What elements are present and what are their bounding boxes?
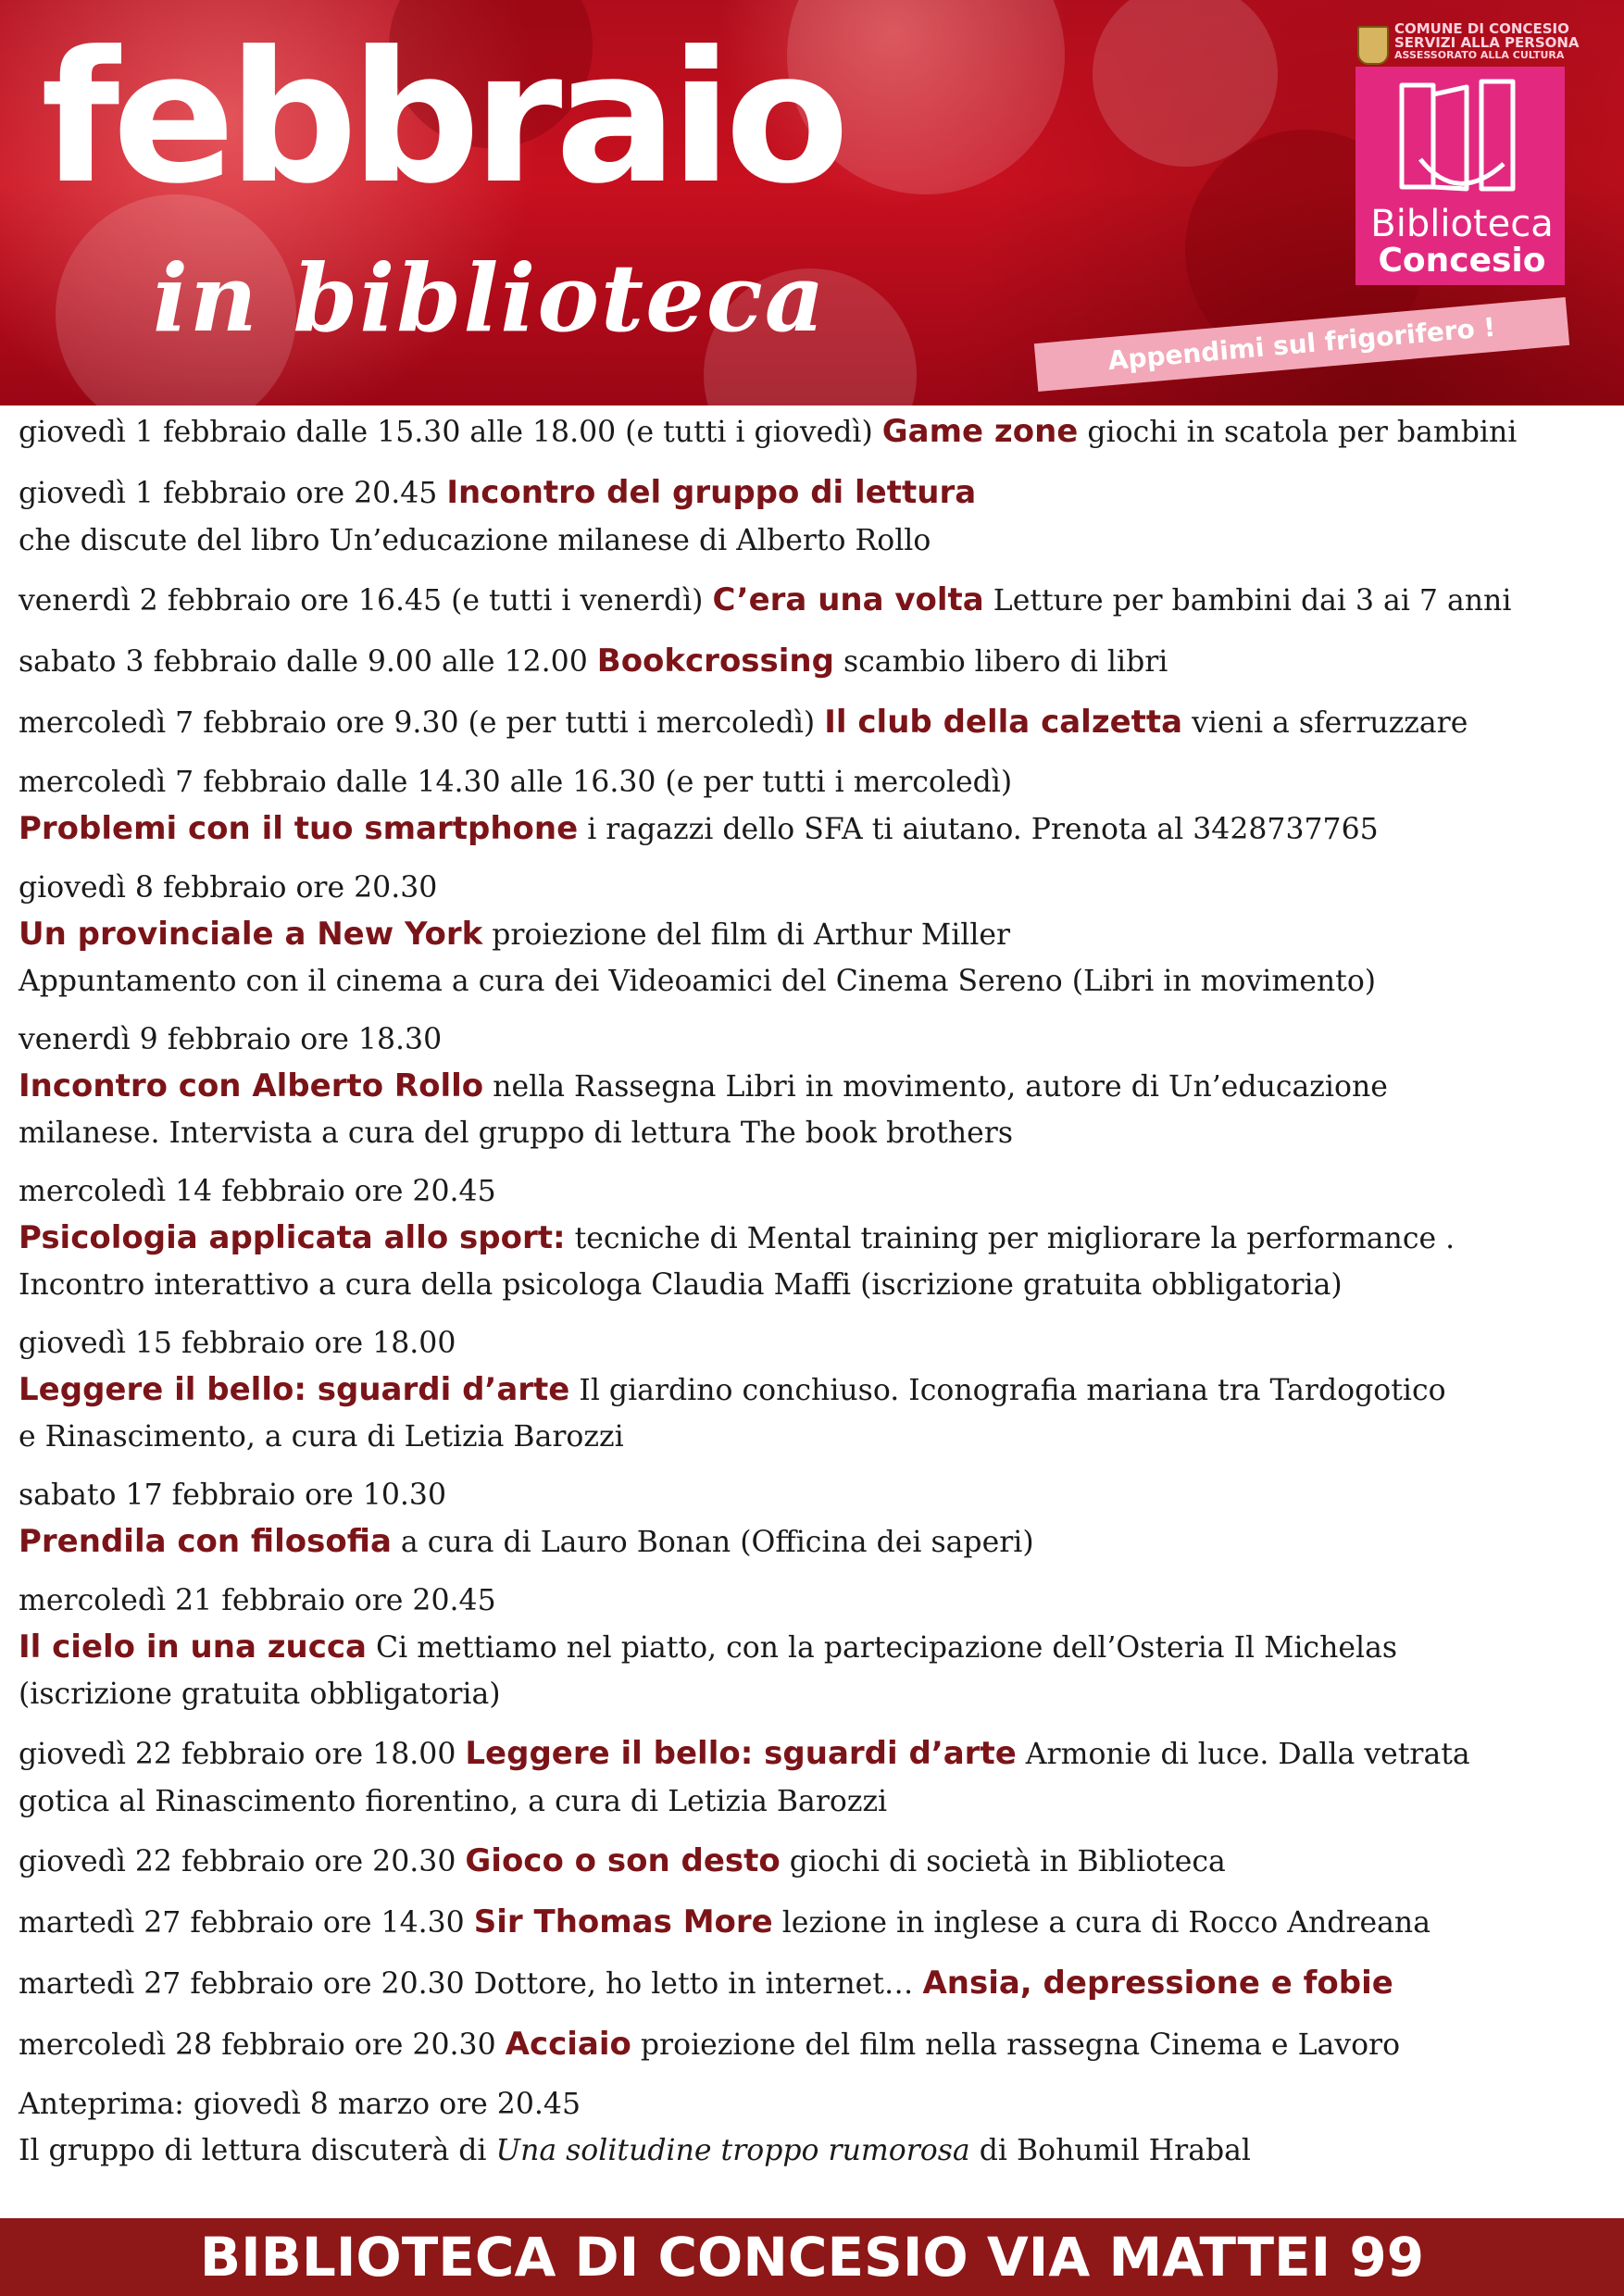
event-desc: giochi in scatola per bambini xyxy=(1087,416,1518,449)
event-desc: (iscrizione gratuita obbligatoria) xyxy=(19,1678,501,1711)
municipality-label xyxy=(1357,22,1622,70)
event-title: Ansia, depressione e fobie xyxy=(922,1965,1393,2002)
event-title: Game zone xyxy=(881,413,1079,450)
event-title: Incontro del gruppo di lettura xyxy=(446,474,977,511)
event-item xyxy=(19,407,1606,456)
event-desc: i ragazzi dello SFA ti aiutano. Prenota al 3428737765 xyxy=(587,813,1379,846)
event-desc: a cura di Lauro Bonan (Officina dei saperi) xyxy=(400,1526,1034,1559)
page-subtitle: in biblioteca xyxy=(153,243,827,353)
event-item xyxy=(19,2020,1606,2069)
event-item xyxy=(19,1729,1606,1825)
event-date: giovedì 1 febbraio dalle 15.30 alle 18.00 (e tutti i giovedì) xyxy=(19,416,873,449)
event-desc: tecniche di Mental training per migliorare la performance . xyxy=(574,1222,1455,1255)
event-item xyxy=(19,1320,1606,1460)
event-title: C’era una volta xyxy=(712,581,984,618)
event-desc: che discute del libro Un’educazione milanese di Alberto Rollo xyxy=(19,524,931,557)
event-date: mercoledì 7 febbraio ore 9.30 (e per tutti i mercoledì) xyxy=(19,706,816,740)
event-item xyxy=(19,1578,1606,1717)
event-desc: e Rinascimento, a cura di Letizia Barozzi xyxy=(19,1420,624,1454)
event-date: martedì 27 febbraio ore 14.30 xyxy=(19,1906,465,1940)
bokeh-circle xyxy=(1093,0,1278,167)
event-desc: gotica al Rinascimento fiorentino, a cura di Letizia Barozzi xyxy=(19,1785,888,1818)
event-desc: Letture per bambini dai 3 ai 7 anni xyxy=(993,584,1512,618)
page-title: febbraio xyxy=(41,13,843,224)
event-date: giovedì 8 febbraio ore 20.30 xyxy=(19,871,438,905)
event-desc: nella Rassegna Libri in movimento, autore di Un’educazione xyxy=(493,1070,1388,1104)
event-item xyxy=(19,759,1606,853)
event-title: Il club della calzetta xyxy=(824,704,1183,741)
header-banner xyxy=(0,0,1624,406)
event-date: giovedì 15 febbraio ore 18.00 xyxy=(19,1327,456,1360)
event-item xyxy=(19,698,1606,747)
event-title: Acciaio xyxy=(505,2026,631,2063)
footer-address: BIBLIOTECA DI CONCESIO VIA MATTEI 99 xyxy=(0,2218,1624,2296)
event-desc: giochi di società in Biblioteca xyxy=(789,1845,1226,1878)
event-date: giovedì 22 febbraio ore 20.30 xyxy=(19,1845,456,1878)
event-title: Bookcrossing xyxy=(596,643,834,680)
event-desc: Incontro interattivo a cura della psicologa Claudia Maffi (iscrizione gratuita obbligatoria) xyxy=(19,1268,1343,1302)
event-title: Gioco o son desto xyxy=(465,1842,781,1879)
event-title: Psicologia applicata allo sport: xyxy=(19,1219,566,1256)
event-title: Incontro con Alberto Rollo xyxy=(19,1067,484,1104)
event-item xyxy=(19,637,1606,686)
preview-author: di Bohumil Hrabal xyxy=(979,2134,1252,2167)
event-item xyxy=(19,865,1606,1004)
event-title: Sir Thomas More xyxy=(473,1903,773,1940)
event-item xyxy=(19,576,1606,625)
event-date: sabato 3 febbraio dalle 9.00 alle 12.00 xyxy=(19,645,588,679)
event-date: venerdì 9 febbraio ore 18.30 xyxy=(19,1023,443,1056)
logo-text-concesio: Concesio xyxy=(1378,242,1546,280)
event-date: mercoledì 7 febbraio dalle 14.30 alle 16.30 (e per tutti i mercoledì) xyxy=(19,766,1013,799)
event-date: mercoledì 21 febbraio ore 20.45 xyxy=(19,1584,496,1617)
event-date: giovedì 1 febbraio ore 20.45 xyxy=(19,477,438,510)
event-title: Leggere il bello: sguardi d’arte xyxy=(19,1371,570,1408)
preview-item xyxy=(19,2081,1606,2174)
event-item xyxy=(19,1837,1606,1886)
event-desc: Ci mettiamo nel piatto, con la partecipazione dell’Osteria Il Michelas xyxy=(376,1631,1398,1665)
event-desc: scambio libero di libri xyxy=(843,645,1168,679)
preview-text: Il gruppo di lettura discuterà di xyxy=(19,2134,487,2167)
logo-text-biblioteca: Biblioteca xyxy=(1370,203,1554,245)
event-title: Prendila con filosofia xyxy=(19,1523,392,1560)
event-date: martedì 27 febbraio ore 20.30 Dottore, ho letto in internet… xyxy=(19,1967,914,2001)
event-date: venerdì 2 febbraio ore 16.45 (e tutti i venerdì) xyxy=(19,584,704,618)
event-title: Problemi con il tuo smartphone xyxy=(19,810,579,847)
event-desc: Appuntamento con il cinema a cura dei Videoamici del Cinema Sereno (Libri in movimento) xyxy=(19,965,1377,998)
event-item xyxy=(19,1168,1606,1308)
event-title: Leggere il bello: sguardi d’arte xyxy=(465,1735,1017,1772)
fridge-banner: Appendimi sul frigorifero ! xyxy=(1034,297,1569,392)
events-list xyxy=(19,407,1606,2174)
preview-book-title: Una solitudine troppo rumorosa xyxy=(495,2134,970,2167)
event-item xyxy=(19,1017,1606,1156)
comune-line: ASSESSORATO ALLA CULTURA xyxy=(1394,49,1565,61)
event-desc: milanese. Intervista a cura del gruppo di lettura The book brothers xyxy=(19,1117,1013,1150)
event-desc: Il giardino conchiuso. Iconografia mariana tra Tardogotico xyxy=(579,1374,1446,1407)
event-item xyxy=(19,1959,1606,2008)
library-logo xyxy=(1355,67,1565,285)
event-desc: proiezione del film nella rassegna Cinema e Lavoro xyxy=(640,2028,1401,2062)
event-date: giovedì 22 febbraio ore 18.00 xyxy=(19,1738,456,1771)
event-desc: proiezione del film di Arthur Miller xyxy=(492,918,1011,952)
event-item xyxy=(19,1472,1606,1566)
event-title: Un provinciale a New York xyxy=(19,916,483,953)
event-date: mercoledì 14 febbraio ore 20.45 xyxy=(19,1175,496,1208)
event-title: Il cielo in una zucca xyxy=(19,1628,367,1666)
event-item xyxy=(19,468,1606,564)
comune-line: COMUNE DI CONCESIO xyxy=(1394,20,1569,37)
event-date: sabato 17 febbraio ore 10.30 xyxy=(19,1479,446,1512)
coat-of-arms-icon xyxy=(1357,26,1389,65)
event-item xyxy=(19,1898,1606,1947)
books-icon xyxy=(1393,76,1531,206)
comune-line: SERVIZI ALLA PERSONA xyxy=(1394,34,1580,51)
event-desc: Armonie di luce. Dalla vetrata xyxy=(1025,1738,1470,1771)
event-date: mercoledì 28 febbraio ore 20.30 xyxy=(19,2028,496,2062)
preview-date: Anteprima: giovedì 8 marzo ore 20.45 xyxy=(19,2088,581,2121)
event-desc: vieni a sferruzzare xyxy=(1192,706,1468,740)
event-desc: lezione in inglese a cura di Rocco Andreana xyxy=(781,1906,1430,1940)
